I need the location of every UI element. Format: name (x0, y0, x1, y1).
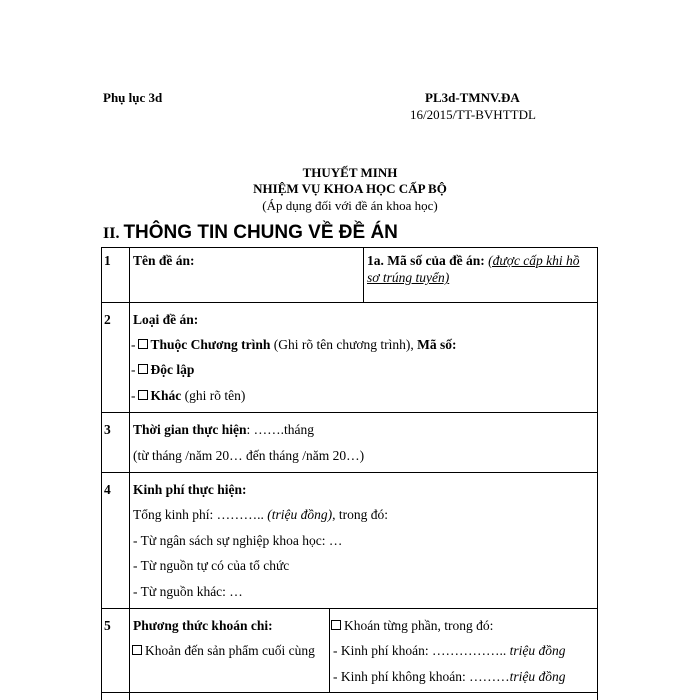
circular-reference: 16/2015/TT-BVHTTDL (410, 107, 536, 122)
checkbox-final-product[interactable] (132, 645, 142, 655)
duration-value: : …….tháng (246, 422, 314, 437)
bullet-dash: - (131, 337, 136, 352)
non-contracted-budget-label: - Kinh phí không khoán: ……… (333, 669, 510, 684)
contracted-budget-unit: triệu đồng (509, 643, 566, 658)
row-number: 4 (104, 482, 111, 497)
non-contracted-budget-unit: triệu đồng (509, 669, 566, 684)
bullet-dash: - (131, 362, 136, 377)
type-option-program[interactable] (131, 337, 457, 353)
option-program-label: Thuộc Chương trình (150, 337, 271, 352)
option-other-note: (ghi rõ tên) (184, 388, 246, 403)
checkbox-independent[interactable] (138, 364, 148, 374)
form-code: PL3d-TMNV.ĐA (425, 90, 520, 105)
checkbox-partial[interactable] (331, 620, 341, 630)
option-partial-label: Khoán từng phần, trong đó: (344, 618, 494, 633)
budget-source-own: - Từ nguồn tự có của tổ chức (133, 558, 290, 573)
duration-label: Thời gian thực hiện (133, 422, 247, 437)
non-contracted-budget-line (333, 669, 566, 685)
row-number: 2 (104, 312, 111, 327)
budget-label: Kinh phí thực hiện: (133, 482, 247, 497)
document-scope-note: (Áp dụng đối với đề án khoa học) (262, 198, 438, 213)
type-option-other[interactable] (131, 388, 245, 404)
project-code-label: 1a. Mã số của đề án: (367, 253, 485, 268)
type-option-independent[interactable] (131, 362, 194, 378)
total-budget-label: Tổng kinh phí: ……….. (133, 507, 264, 522)
section-title: THÔNG TIN CHUNG VỀ ĐỀ ÁN (123, 222, 398, 243)
payment-method-label: Phương thức khoán chi: (133, 618, 273, 633)
project-type-label: Loại đề án: (133, 312, 199, 327)
budget-source-science: - Từ ngân sách sự nghiệp khoa học: … (133, 533, 343, 548)
payment-option-partial[interactable] (329, 618, 493, 634)
row-number: 3 (104, 422, 111, 437)
document-title: THUYẾT MINH (302, 165, 398, 180)
section-heading (103, 222, 398, 244)
section-roman: II. (103, 225, 120, 242)
option-program-code-label: Mã số: (417, 337, 457, 352)
duration-range: (từ tháng /năm 20… đến tháng /năm 20…) (133, 448, 365, 463)
option-final-label: Khoản đến sản phẩm cuối cùng (145, 643, 315, 658)
payment-option-final[interactable] (130, 643, 315, 659)
project-code-field (367, 253, 580, 269)
total-budget-unit: (triệu đồng) (267, 507, 333, 522)
document-subtitle: NHIỆM VỤ KHOA HỌC CẤP BỘ (253, 181, 447, 196)
duration-field (133, 422, 314, 438)
option-program-note: (Ghi rõ tên chương trình), (273, 337, 414, 352)
row-number: 1 (104, 253, 111, 268)
appendix-label: Phụ lục 3d (103, 90, 163, 105)
contracted-budget-line (333, 643, 566, 659)
row-number: 5 (104, 618, 111, 633)
project-code-note: (được cấp khi hồ (488, 253, 580, 268)
project-code-note-cont: sơ trúng tuyển) (367, 270, 450, 285)
total-budget-suffix: , trong đó: (332, 507, 388, 522)
contracted-budget-label: - Kinh phí khoán: …………….. (333, 643, 507, 658)
option-independent-label: Độc lập (150, 362, 195, 377)
checkbox-program[interactable] (138, 339, 148, 349)
project-name-label: Tên đề án: (133, 253, 195, 268)
option-other-label: Khác (150, 388, 182, 403)
bullet-dash: - (131, 388, 136, 403)
checkbox-other[interactable] (138, 390, 148, 400)
total-budget-line (133, 507, 388, 523)
budget-source-other: - Từ nguồn khác: … (133, 584, 243, 599)
